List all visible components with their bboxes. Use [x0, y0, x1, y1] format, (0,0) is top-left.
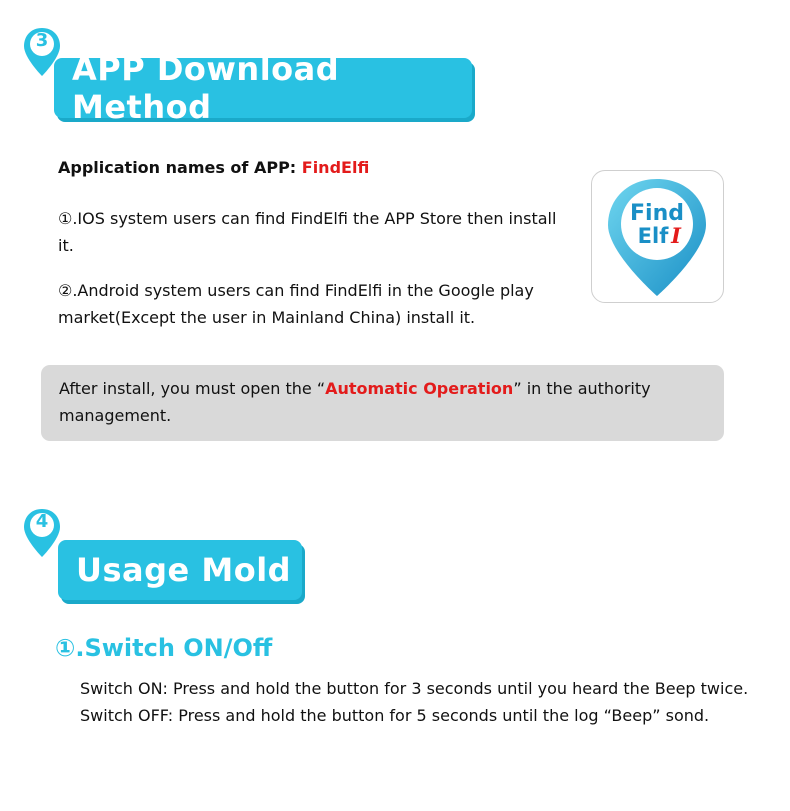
app-name-label: Application names of APP:	[58, 158, 297, 177]
step-number: 4	[35, 511, 49, 532]
ios-instructions: ①.IOS system users can find FindElfi the APP Store then install it.	[58, 209, 557, 255]
switch-on-text: Switch ON: Press and hold the button for 3 seconds until you heard the Beep twice.	[80, 679, 749, 698]
app-icon-text-3: I	[671, 223, 681, 248]
app-icon-text-2: Elf	[637, 224, 669, 248]
location-pin-icon	[22, 507, 62, 559]
note-text-before: After install, you must open the “	[59, 379, 326, 398]
section-title-banner	[54, 50, 472, 126]
section-title: APP Download Method	[72, 50, 340, 126]
note-highlight: Automatic Operation	[325, 379, 514, 398]
android-instructions: ②.Android system users can find FindElfi in the Google play market(Except the user in Mainland China) install it.	[58, 281, 534, 327]
app-icon	[591, 170, 724, 303]
step-number: 3	[35, 30, 49, 51]
section-title: Usage Mold	[76, 551, 292, 589]
switch-off-text: Switch OFF: Press and hold the button for 5 seconds until the log “Beep” sond.	[80, 706, 710, 725]
app-name-line	[58, 158, 369, 177]
note-text-after: ” in the authority management.	[59, 379, 651, 425]
usage-subtitle: ①.Switch ON/Off	[55, 634, 273, 662]
section-title-banner	[58, 540, 302, 600]
usage-instructions	[80, 675, 780, 729]
app-icon-text-1: Find	[630, 201, 684, 226]
install-note	[41, 365, 724, 441]
app-name-value: FindElfi	[301, 158, 370, 177]
